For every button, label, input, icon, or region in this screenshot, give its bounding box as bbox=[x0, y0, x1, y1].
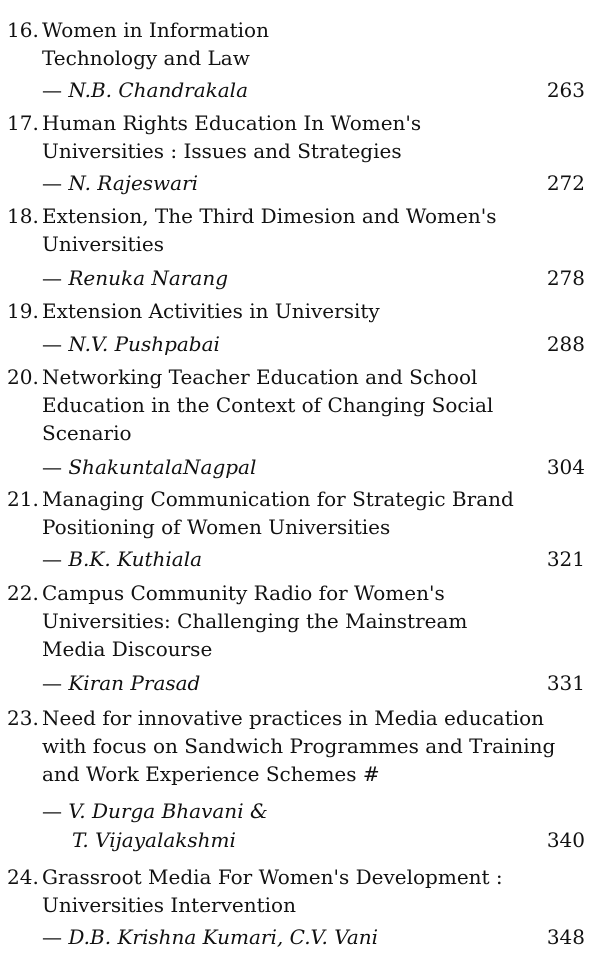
author-dash: — bbox=[42, 671, 62, 695]
entry-author-line2: T. Vijayalakshmi bbox=[72, 828, 236, 852]
author-name: N.V. Pushpabai bbox=[68, 332, 220, 356]
author-name: Kiran Prasad bbox=[68, 671, 201, 695]
entry-title-line: Scenario bbox=[42, 421, 132, 445]
entry-number: 18. bbox=[7, 204, 39, 228]
entry-title-line: Human Rights Education In Women's bbox=[42, 111, 422, 135]
entry-number: 20. bbox=[7, 365, 39, 389]
entry-author bbox=[42, 169, 198, 197]
entry-page-number: 288 bbox=[546, 332, 585, 356]
author-name: N. Rajeswari bbox=[68, 171, 199, 195]
author-dash: — bbox=[42, 547, 62, 571]
author-dash: — bbox=[42, 78, 62, 102]
entry-title bbox=[42, 16, 587, 72]
entry-title-line: Universities: Challenging the Mainstream bbox=[42, 609, 468, 633]
entry-title-line: with focus on Sandwich Programmes and Training bbox=[42, 734, 556, 758]
author-name: Renuka Narang bbox=[68, 266, 229, 290]
entry-title-line: Women in Information bbox=[42, 18, 269, 42]
entry-page-number: 348 bbox=[546, 925, 585, 949]
entry-title bbox=[42, 363, 587, 447]
entry-title-line: Universities Intervention bbox=[42, 893, 296, 917]
author-dash: — bbox=[42, 799, 62, 823]
author-name: V. Durga Bhavani & bbox=[68, 799, 268, 823]
entry-author bbox=[42, 264, 228, 292]
entry-title bbox=[42, 863, 587, 919]
entry-title bbox=[42, 704, 587, 788]
entry-title-line: Universities : Issues and Strategies bbox=[42, 139, 402, 163]
entry-title bbox=[42, 485, 587, 541]
entry-author bbox=[42, 330, 220, 358]
entry-page-number: 278 bbox=[546, 266, 585, 290]
entry-author bbox=[42, 923, 378, 951]
entry-title bbox=[42, 579, 587, 663]
entry-title-line: Need for innovative practices in Media education bbox=[42, 706, 545, 730]
entry-title-line: Networking Teacher Education and School bbox=[42, 365, 478, 389]
entry-title bbox=[42, 202, 587, 258]
entry-number: 23. bbox=[7, 706, 39, 730]
author-dash: — bbox=[42, 266, 62, 290]
entry-number: 19. bbox=[7, 299, 39, 323]
author-name: N.B. Chandrakala bbox=[68, 78, 248, 102]
entry-page-number: 321 bbox=[546, 547, 585, 571]
entry-title-line: Technology and Law bbox=[42, 46, 250, 70]
entry-number: 24. bbox=[7, 865, 39, 889]
entry-author bbox=[42, 76, 248, 104]
entry-page-number: 263 bbox=[546, 78, 585, 102]
author-dash: — bbox=[42, 925, 62, 949]
entry-number: 16. bbox=[7, 18, 39, 42]
entry-title-line: Extension Activities in University bbox=[42, 299, 380, 323]
entry-author bbox=[42, 545, 202, 573]
entry-number: 17. bbox=[7, 111, 39, 135]
entry-title-line: Grassroot Media For Women's Development : bbox=[42, 865, 503, 889]
entry-author bbox=[42, 669, 200, 697]
entry-title-line: Positioning of Women Universities bbox=[42, 515, 391, 539]
entry-number: 21. bbox=[7, 487, 39, 511]
entry-title bbox=[42, 109, 587, 165]
entry-author bbox=[42, 453, 256, 481]
author-name: ShakuntalaNagpal bbox=[68, 455, 257, 479]
entry-page-number: 331 bbox=[546, 671, 585, 695]
entry-title-line: and Work Experience Schemes # bbox=[42, 762, 380, 786]
entry-title-line: Extension, The Third Dimesion and Women's bbox=[42, 204, 497, 228]
entry-page-number: 272 bbox=[546, 171, 585, 195]
author-dash: — bbox=[42, 332, 62, 356]
entry-page-number: 304 bbox=[546, 455, 585, 479]
entry-title bbox=[42, 297, 587, 325]
entry-number: 22. bbox=[7, 581, 39, 605]
entry-title-line: Managing Communication for Strategic Brand bbox=[42, 487, 514, 511]
author-dash: — bbox=[42, 455, 62, 479]
entry-title-line: Universities bbox=[42, 232, 165, 256]
entry-title-line: Education in the Context of Changing Social bbox=[42, 393, 494, 417]
entry-title-line: Campus Community Radio for Women's bbox=[42, 581, 445, 605]
entry-page-number: 340 bbox=[546, 828, 585, 852]
author-name: B.K. Kuthiala bbox=[68, 547, 203, 571]
entry-title-line: Media Discourse bbox=[42, 637, 213, 661]
author-dash: — bbox=[42, 171, 62, 195]
author-name: D.B. Krishna Kumari, C.V. Vani bbox=[68, 925, 379, 949]
entry-author bbox=[42, 797, 268, 825]
